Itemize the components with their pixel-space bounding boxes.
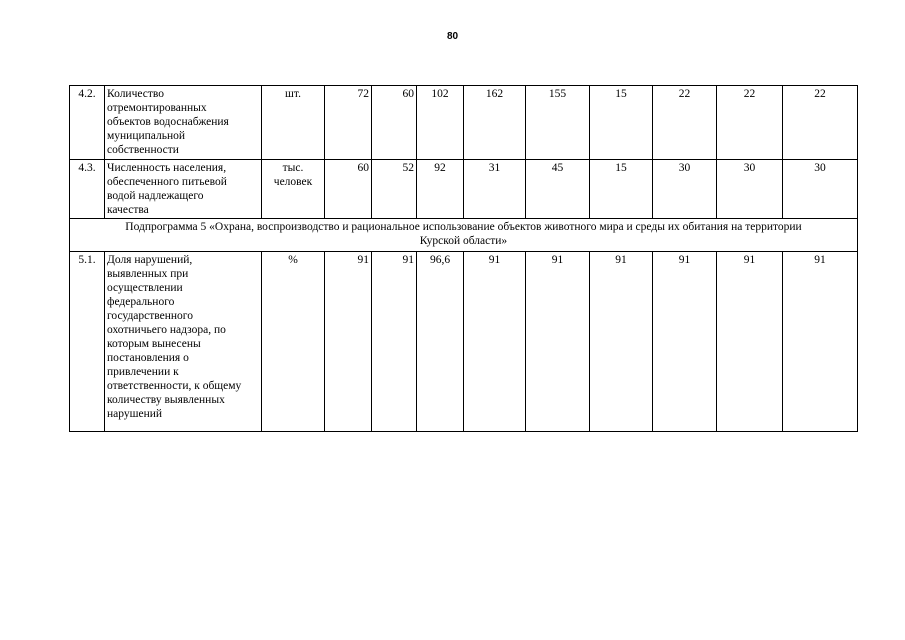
indicator-name-line: привлечении к bbox=[107, 366, 179, 378]
value-cell: 91 bbox=[325, 252, 372, 432]
indicator-name-line: Количество bbox=[107, 88, 164, 100]
indicator-name bbox=[105, 252, 262, 432]
indicator-name-line: охотничьего надзора, по bbox=[107, 324, 226, 336]
value-cell: 91 bbox=[653, 252, 717, 432]
value-cell: 22 bbox=[653, 86, 717, 160]
indicator-name-line: отремонтированных bbox=[107, 102, 207, 114]
unit-line: шт. bbox=[285, 88, 301, 100]
table-row bbox=[70, 86, 858, 160]
value-cell: 15 bbox=[590, 86, 653, 160]
indicator-name-line: Доля нарушений, bbox=[107, 254, 193, 266]
indicator-name bbox=[105, 160, 262, 219]
indicator-name-line: объектов водоснабжения bbox=[107, 116, 229, 128]
indicator-name-line: количеству выявленных bbox=[107, 394, 225, 406]
value-cell: 91 bbox=[783, 252, 858, 432]
subprogram-heading-line: Подпрограмма 5 «Охрана, воспроизводство и рациональное использование объектов животного мира и среды их обитания на территории bbox=[125, 221, 802, 233]
value-cell: 30 bbox=[783, 160, 858, 219]
indicator-name-line: постановления о bbox=[107, 352, 189, 364]
value-cell: 15 bbox=[590, 160, 653, 219]
value-cell: 45 bbox=[526, 160, 590, 219]
row-number: 4.2. bbox=[70, 86, 105, 160]
indicator-name-line: государственного bbox=[107, 310, 193, 322]
value-cell: 72 bbox=[325, 86, 372, 160]
indicator-name-line: выявленных при bbox=[107, 268, 189, 280]
value-cell: 155 bbox=[526, 86, 590, 160]
indicator-name-line: нарушений bbox=[107, 408, 163, 420]
page-number: 80 bbox=[446, 31, 459, 42]
value-cell: 22 bbox=[783, 86, 858, 160]
row-number: 5.1. bbox=[70, 252, 105, 432]
indicator-name-line: муниципальной bbox=[107, 130, 186, 142]
indicator-name-line: собственности bbox=[107, 144, 179, 156]
value-cell: 91 bbox=[590, 252, 653, 432]
unit-line: % bbox=[288, 254, 298, 266]
unit-cell bbox=[262, 86, 325, 160]
unit-cell bbox=[262, 252, 325, 432]
value-cell: 30 bbox=[653, 160, 717, 219]
value-cell: 30 bbox=[717, 160, 783, 219]
value-cell: 31 bbox=[464, 160, 526, 219]
unit-line: тыс. bbox=[282, 162, 304, 174]
table-row bbox=[70, 252, 858, 432]
indicator-name-line: водой надлежащего bbox=[107, 190, 204, 202]
value-cell: 91 bbox=[526, 252, 590, 432]
indicator-name-line: осуществлении bbox=[107, 282, 183, 294]
indicator-name-line: качества bbox=[107, 204, 149, 216]
value-cell: 60 bbox=[372, 86, 417, 160]
value-cell: 91 bbox=[464, 252, 526, 432]
value-cell: 96,6 bbox=[417, 252, 464, 432]
indicator-name-line: обеспеченного питьевой bbox=[107, 176, 227, 188]
subprogram-row bbox=[70, 219, 858, 252]
row-number: 4.3. bbox=[70, 160, 105, 219]
indicator-name-line: которым вынесены bbox=[107, 338, 201, 350]
subprogram-heading-line: Курской области» bbox=[419, 235, 508, 247]
value-cell: 52 bbox=[372, 160, 417, 219]
value-cell: 91 bbox=[717, 252, 783, 432]
unit-cell bbox=[262, 160, 325, 219]
subprogram-heading bbox=[70, 219, 858, 252]
value-cell: 102 bbox=[417, 86, 464, 160]
value-cell: 91 bbox=[372, 252, 417, 432]
indicator-name bbox=[105, 86, 262, 160]
value-cell: 60 bbox=[325, 160, 372, 219]
indicator-name-line: Численность населения, bbox=[107, 162, 227, 174]
value-cell: 162 bbox=[464, 86, 526, 160]
unit-line: человек bbox=[273, 176, 313, 188]
indicator-name-line: федерального bbox=[107, 296, 175, 308]
indicator-name-line: ответственности, к общему bbox=[107, 380, 242, 392]
value-cell: 92 bbox=[417, 160, 464, 219]
value-cell: 22 bbox=[717, 86, 783, 160]
table-row bbox=[70, 160, 858, 219]
indicators-table bbox=[69, 85, 858, 432]
